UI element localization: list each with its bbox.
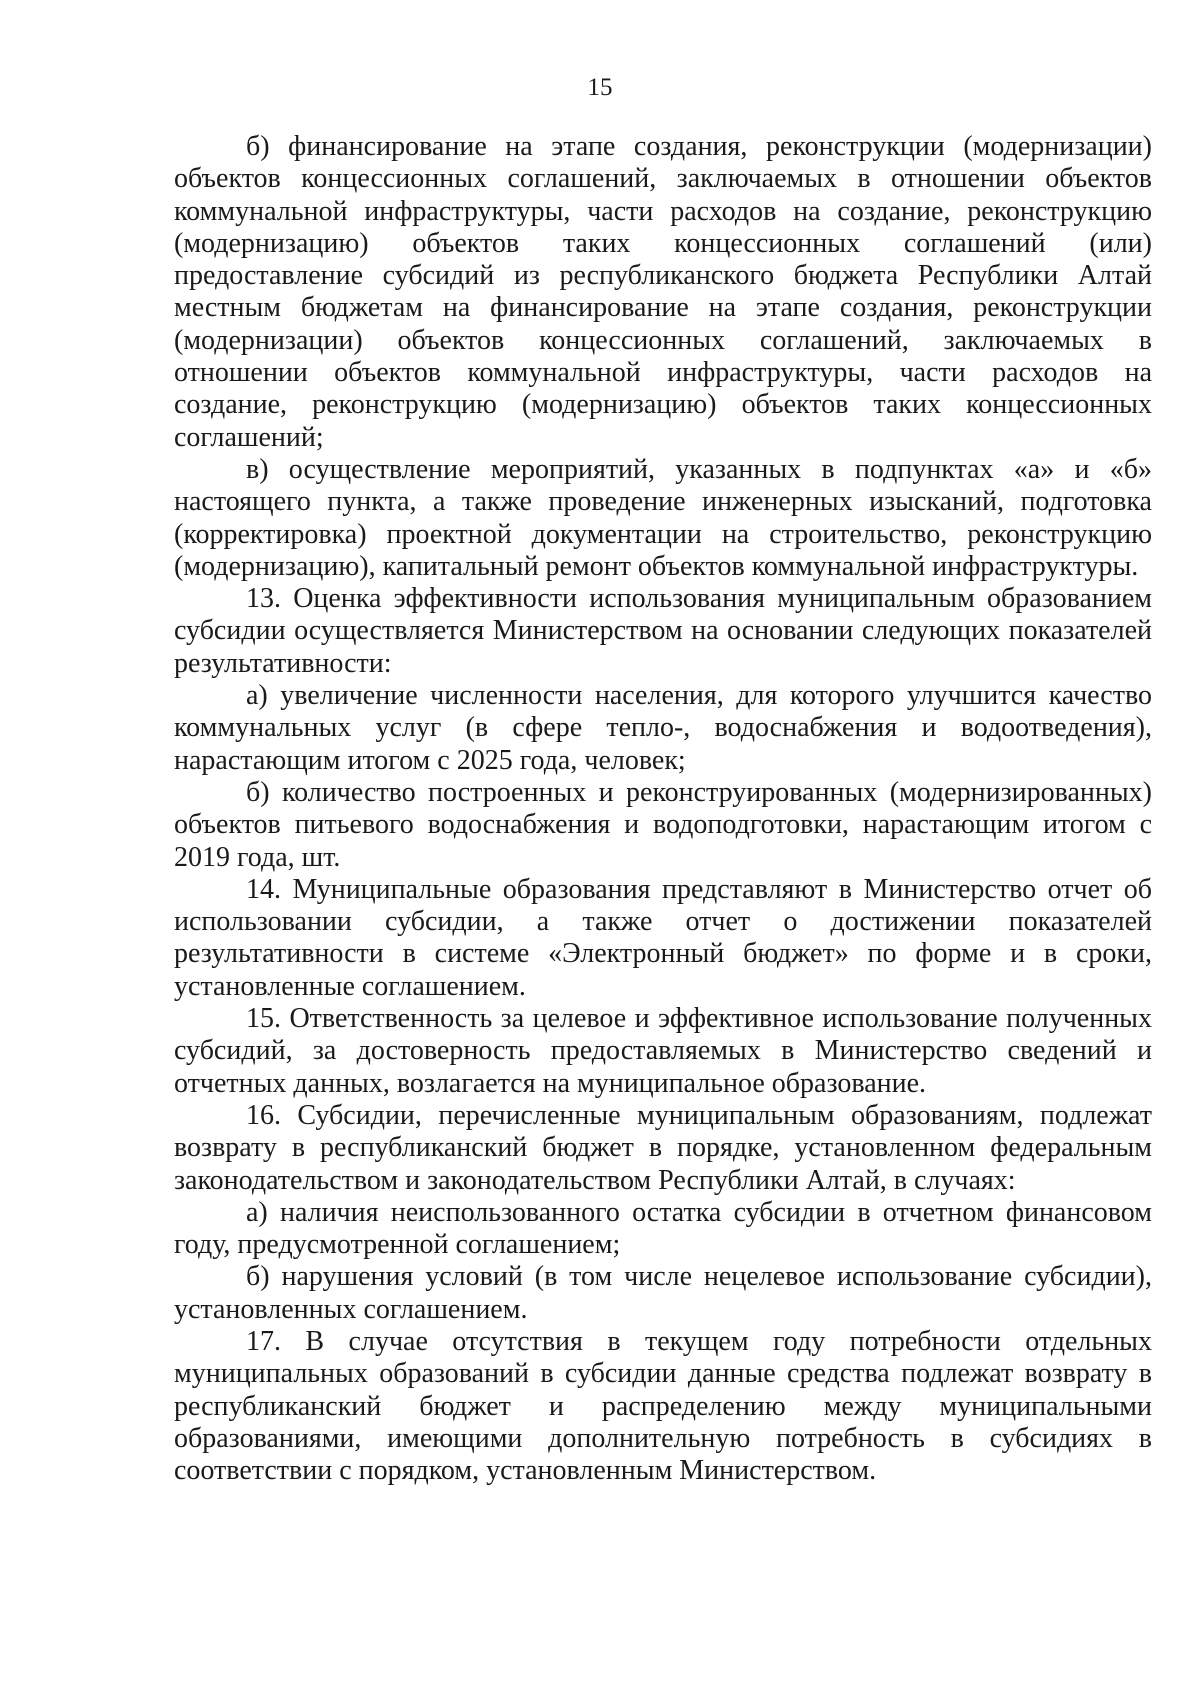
paragraph-refund-violation: б) нарушения условий (в том числе нецелевое использование субсидии), установленных соглашением. — [174, 1261, 1152, 1325]
paragraph-refund-unused-balance: а) наличия неиспользованного остатка субсидии в отчетном финансовом году, предусмотренной соглашением; — [174, 1196, 1152, 1261]
paragraph-15-responsibility: 15. Ответственность за целевое и эффективное использование полученных субсидий, за достоверность предоставляемых в Министерство сведений и отчетных данных, возлагается на муниципальное образование. — [174, 1003, 1152, 1099]
paragraph-16-refund: 16. Субсидии, перечисленные муниципальным образованиям, подлежат возврату в республиканский бюджет в порядке, установленном федеральным законодательством и законодательством Республики Алтай, в случаях: — [174, 1099, 1152, 1196]
paragraph-indicator-facilities: б) количество построенных и реконструированных (модернизированных) объектов питьевого водоснабжения и водоподготовки, нарастающим итогом с 2019 года, шт. — [174, 776, 1152, 873]
paragraph-indicator-population: а) увеличение численности населения, для которого улучшится качество коммунальных услуг (в сфере тепло-, водоснабжения и водоотведения), нарастающим итогом с 2025 года, человек; — [174, 680, 1152, 776]
paragraph-13-efficiency-assessment: 13. Оценка эффективности использования муниципальным образованием субсидии осуществляется Министерством на основании следующих показателей результативности: — [174, 583, 1152, 679]
page-number: 15 — [587, 74, 613, 101]
paragraph-14-reports: 14. Муниципальные образования представляют в Министерство отчет об использовании субсидии, а также отчет о достижении показателей результативности в системе «Электронный бюджет» по форме и в сроки, установленные соглашением. — [174, 873, 1152, 1002]
document-body — [174, 131, 1152, 1487]
paragraph-17-redistribution: 17. В случае отсутствия в текущем году потребности отдельных муниципальных образований в субсидии данные средства подлежат возврату в республиканский бюджет и распределению между муниципальными образованиями, имеющими дополнительную потребность в субсидиях в соответствии с порядком, установленным Министерством. — [174, 1325, 1152, 1487]
paragraph-measures-implementation: в) осуществление мероприятий, указанных в подпунктах «а» и «б» настоящего пункта, а также проведение инженерных изысканий, подготовка (корректировка) проектной документации на строительство, реконструкцию (модернизацию), капитальный ремонт объектов коммунальной инфраструктуры. — [174, 453, 1152, 582]
paragraph-financing-concession: б) финансирование на этапе создания, реконструкции (модернизации) объектов концессионных соглашений, заключаемых в отношении объектов коммунальной инфраструктуры, части расходов на создание, реконструкцию (модернизацию) объектов таких концессионных соглашений (или) предоставление субсидий из республиканского бюджета Республики Алтай местным бюджетам на финансирование на этапе создания, реконструкции (модернизации) объектов концессионных соглашений, заключаемых в отношении объектов коммунальной инфраструктуры, части расходов на создание, реконструкцию (модернизацию) объектов таких концессионных соглашений; — [174, 131, 1152, 453]
